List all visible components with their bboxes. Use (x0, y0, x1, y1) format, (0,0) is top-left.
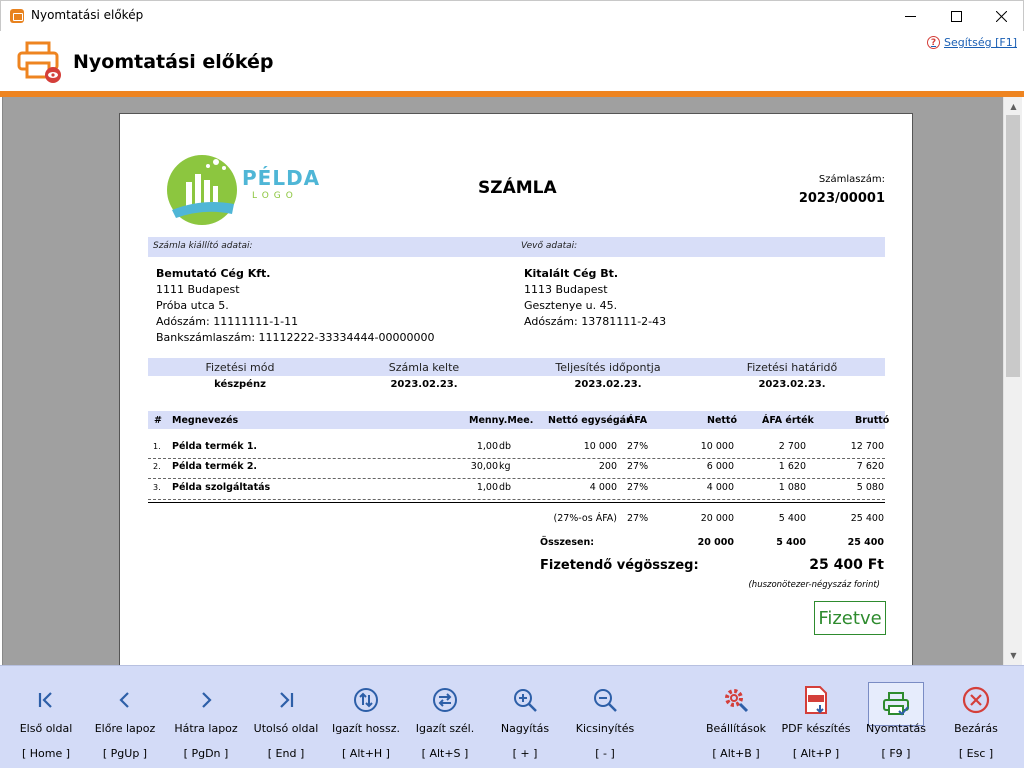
toolbar-label: Igazít szél. (415, 722, 475, 735)
row-unit-price: 200 (598, 461, 617, 472)
row-num: 2. (153, 462, 161, 471)
row-qty: 30,00 (470, 461, 498, 472)
issuer-name: Bemutató Cég Kft. (156, 267, 271, 280)
toolbar-shortcut: [ Alt+B ] (712, 747, 760, 760)
fit-width-button[interactable] (406, 666, 484, 768)
buyer-band-label: Vevő adatai: (521, 241, 578, 251)
table-row (148, 437, 885, 457)
scrollbar-thumb[interactable] (1006, 115, 1020, 377)
buyer-name: Kitalált Cég Bt. (524, 267, 619, 280)
row-unit: kg (499, 461, 511, 472)
toolbar-shortcut: [ Home ] (21, 747, 71, 760)
row-gross: 5 080 (856, 482, 884, 493)
fit-height-icon (352, 686, 380, 714)
toolbar-shortcut: [ Alt+S ] (421, 747, 469, 760)
row-vat-value: 1 620 (778, 461, 806, 472)
preview-area[interactable] (2, 97, 1003, 665)
meta-header: Fizetési határidő (746, 361, 838, 374)
prev-page-icon (111, 686, 139, 714)
meta-header: Számla kelte (388, 361, 460, 374)
table-row (148, 457, 885, 477)
col-name-header: Megnevezés (172, 415, 239, 426)
vat-summary-net: 20 000 (700, 513, 734, 524)
row-divider (148, 499, 885, 500)
row-unit-price: 4 000 (589, 482, 617, 493)
print-button[interactable] (857, 666, 935, 768)
help-icon: ? (927, 36, 940, 49)
row-gross: 12 700 (850, 441, 884, 452)
zoom-in-icon (511, 686, 539, 714)
logo-subtext: LOGO (252, 191, 298, 201)
toolbar-shortcut: [ + ] (512, 747, 538, 760)
col-qty-header: Menny.Mee. (469, 415, 534, 426)
zoom-out-button[interactable] (566, 666, 644, 768)
row-unit: db (499, 441, 512, 452)
toolbar-label: Utolsó oldal (253, 722, 319, 735)
toolbar-label: Beállítások (705, 722, 767, 735)
issuer-line: Bankszámlaszám: 11112222-33334444-00000000 (156, 331, 435, 344)
buyer-line: 1113 Budapest (524, 283, 608, 296)
vat-summary-label: (27%-os ÁFA) (553, 513, 617, 524)
toolbar-label: Nyomtatás (865, 722, 927, 735)
toolbar-shortcut: [ PgDn ] (183, 747, 229, 760)
party-band (148, 237, 885, 257)
meta-header: Fizetési mód (205, 361, 275, 374)
toolbar-shortcut: [ PgUp ] (102, 747, 148, 760)
amount-in-words: (huszonötezer-négyszáz forint) (748, 580, 880, 590)
grand-total-label: Fizetendő végösszeg: (540, 558, 699, 573)
help-label: Segítség [F1] (944, 36, 1017, 49)
invoice-number: 2023/00001 (798, 191, 885, 206)
row-name: Példa szolgáltatás (172, 482, 271, 493)
col-net-header: Nettó (707, 415, 738, 426)
meta-value: 2023.02.23. (390, 379, 458, 390)
close-button[interactable] (937, 666, 1015, 768)
table-bottom-line (148, 502, 885, 503)
row-vat: 27% (627, 461, 649, 472)
vat-summary-gross: 25 400 (850, 513, 884, 524)
paid-stamp (814, 601, 886, 635)
issuer-band-label: Számla kiállító adatai: (153, 241, 253, 251)
toolbar-label: Bezárás (954, 722, 998, 735)
last-page-icon (272, 686, 300, 714)
first-page-icon (32, 686, 60, 714)
total-row-label: Összesen: (540, 537, 595, 548)
pdf-icon (802, 686, 830, 714)
meta-value: készpénz (214, 379, 266, 390)
scroll-down-icon[interactable]: ▼ (1010, 650, 1017, 660)
maximize-button[interactable] (933, 1, 979, 31)
fit-width-icon (431, 686, 459, 714)
row-vat-value: 2 700 (778, 441, 806, 452)
meta-value: 2023.02.23. (758, 379, 826, 390)
row-vat: 27% (627, 441, 649, 452)
row-vat-value: 1 080 (778, 482, 806, 493)
total-row-net: 20 000 (697, 537, 734, 548)
invoice-number-label: Számlaszám: (818, 174, 885, 185)
close-window-icon (996, 11, 1007, 22)
col-vat-header: ÁFA (627, 415, 648, 426)
row-net: 4 000 (706, 482, 734, 493)
row-gross: 7 620 (856, 461, 884, 472)
print-preview-icon (17, 41, 65, 85)
zoom-in-button[interactable] (486, 666, 564, 768)
issuer-address (156, 266, 434, 346)
row-vat: 27% (627, 482, 649, 493)
document-title: SZÁMLA (478, 178, 557, 198)
last-page-button[interactable] (247, 666, 325, 768)
next-page-button[interactable] (167, 666, 245, 768)
close-window-button[interactable] (978, 1, 1024, 31)
row-name: Példa termék 1. (172, 441, 258, 452)
issuer-line: Adószám: 11111111-1-11 (156, 315, 299, 328)
toolbar-label: Kicsinyítés (575, 722, 635, 735)
app-icon (10, 9, 24, 23)
next-page-icon (192, 686, 220, 714)
settings-icon (722, 686, 750, 714)
toolbar-shortcut: [ End ] (267, 747, 305, 760)
scroll-up-icon[interactable]: ▲ (1010, 101, 1017, 111)
toolbar-shortcut: [ Alt+H ] (342, 747, 390, 760)
toolbar-shortcut: [ - ] (595, 747, 615, 760)
first-page-button[interactable] (7, 666, 85, 768)
vat-summary-vat: 5 400 (778, 513, 806, 524)
toolbar-shortcut: [ Esc ] (958, 747, 994, 760)
close-icon (962, 686, 990, 714)
fit-height-button[interactable] (327, 666, 405, 768)
vertical-scrollbar[interactable] (1003, 97, 1022, 665)
table-row (148, 478, 885, 498)
issuer-line: Próba utca 5. (156, 299, 229, 312)
row-name: Példa termék 2. (172, 461, 258, 472)
toolbar-label: Igazít hossz. (331, 722, 401, 735)
vat-summary-rate: 27% (627, 513, 649, 524)
minimize-button[interactable] (887, 1, 933, 31)
invoice-page (119, 113, 913, 665)
col-gross-header: Bruttó (855, 415, 890, 426)
toolbar-label: Hátra lapoz (174, 722, 238, 735)
row-qty: 1,00 (476, 482, 498, 493)
toolbar-label: PDF készítés (781, 722, 851, 735)
grand-total-value: 25 400 Ft (809, 557, 884, 573)
print-icon (868, 682, 924, 726)
paid-stamp-text: Fizetve (818, 607, 882, 629)
zoom-out-icon (591, 686, 619, 714)
minimize-icon (905, 11, 916, 22)
col-vat-value-header: ÁFA érték (762, 415, 814, 426)
header (0, 31, 1024, 91)
logo-text: PÉLDA (242, 166, 321, 190)
settings-button[interactable] (697, 666, 775, 768)
help-link[interactable] (927, 36, 1017, 49)
bottom-toolbar (0, 665, 1024, 768)
total-row-vat: 5 400 (776, 537, 806, 548)
pdf-button[interactable] (777, 666, 855, 768)
toolbar-label: Nagyítás (500, 722, 550, 735)
col-num-header: # (154, 415, 162, 426)
row-net: 10 000 (700, 441, 734, 452)
meta-header: Teljesítés időpontja (555, 361, 661, 374)
total-row-gross: 25 400 (847, 537, 884, 548)
buyer-address (524, 266, 666, 330)
row-net: 6 000 (706, 461, 734, 472)
toolbar-label: Első oldal (19, 722, 73, 735)
toolbar-shortcut: [ F9 ] (881, 747, 911, 760)
toolbar-label: Előre lapoz (94, 722, 156, 735)
page-title: Nyomtatási előkép (73, 51, 274, 73)
col-unit-price-header: Nettó egységár (548, 415, 631, 426)
buyer-line: Adószám: 13781111-2-43 (524, 315, 667, 328)
row-qty: 1,00 (476, 441, 498, 452)
row-num: 3. (153, 483, 161, 492)
prev-page-button[interactable] (86, 666, 164, 768)
issuer-line: 1111 Budapest (156, 283, 240, 296)
maximize-icon (951, 11, 962, 22)
title-bar (0, 0, 1024, 31)
meta-value: 2023.02.23. (574, 379, 642, 390)
row-unit: db (499, 482, 512, 493)
buyer-line: Gesztenye u. 45. (524, 299, 618, 312)
company-logo-icon (164, 152, 240, 228)
row-num: 1. (153, 442, 161, 451)
row-unit-price: 10 000 (583, 441, 617, 452)
toolbar-shortcut: [ Alt+P ] (792, 747, 840, 760)
window-title: Nyomtatási előkép (31, 8, 144, 22)
